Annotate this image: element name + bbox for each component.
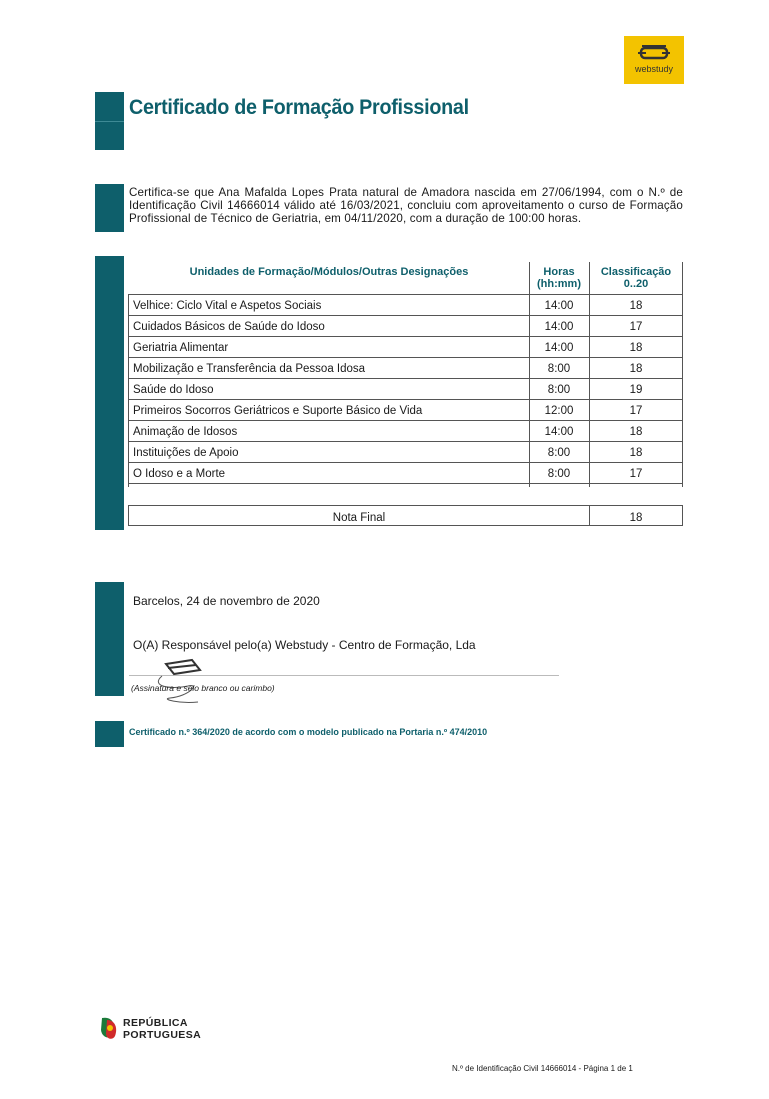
col-divider-right — [682, 262, 683, 487]
certificate-note: Certificado n.º 364/2020 de acordo com o modelo publicado na Portaria n.º 474/2010 — [129, 727, 488, 737]
row-divider — [128, 315, 683, 316]
module-grade: 18 — [629, 342, 643, 354]
module-hours: 14:00 — [544, 321, 574, 333]
module-hours: 12:00 — [544, 405, 574, 417]
module-name: Primeiros Socorros Geriátricos e Suporte Básico de Vida — [133, 405, 423, 417]
module-hours: 14:00 — [544, 300, 574, 312]
row-divider — [128, 483, 683, 484]
row-divider — [128, 336, 683, 337]
responsible-line: O(A) Responsável pelo(a) Webstudy - Centro de Formação, Lda — [133, 638, 476, 652]
module-hours: 14:00 — [544, 342, 574, 354]
module-hours: 8:00 — [547, 384, 571, 396]
webstudy-logo-text: webstudy — [634, 64, 674, 74]
module-grade: 18 — [629, 363, 643, 375]
table-accent-bar — [95, 256, 124, 530]
row-divider — [128, 378, 683, 379]
signature-accent-bar — [95, 582, 124, 696]
final-row-top — [128, 505, 683, 506]
republica-line1: REPÚBLICA — [123, 1017, 188, 1029]
module-hours: 8:00 — [547, 447, 571, 459]
row-divider — [128, 357, 683, 358]
webstudy-logo-icon — [624, 36, 684, 84]
row-divider — [128, 294, 683, 295]
row-divider — [128, 420, 683, 421]
final-row-bottom — [128, 525, 683, 526]
module-grade: 18 — [629, 300, 643, 312]
cert-accent-bar — [95, 721, 124, 747]
col-divider-left — [128, 295, 129, 487]
page-footer: N.º de Identificação Civil 14666014 - Página 1 de 1 — [452, 1064, 633, 1073]
module-grade: 17 — [629, 405, 643, 417]
module-name: Velhice: Ciclo Vital e Aspetos Sociais — [133, 300, 322, 312]
module-grade: 17 — [629, 468, 643, 480]
final-row-right — [682, 505, 683, 526]
republica-portuguesa-text — [123, 1017, 201, 1041]
module-name: Instituições de Apoio — [133, 447, 239, 459]
module-grade: 19 — [629, 384, 643, 396]
place-date: Barcelos, 24 de novembro de 2020 — [133, 594, 320, 608]
row-divider — [128, 441, 683, 442]
final-grade-label: Nota Final — [332, 512, 386, 524]
header-hours — [530, 266, 588, 290]
page-title: Certificado de Formação Profissional — [129, 96, 469, 119]
final-grade-value: 18 — [629, 512, 643, 524]
header-grade-line2: 0..20 — [623, 278, 649, 290]
module-hours: 8:00 — [547, 468, 571, 480]
title-accent-divider — [95, 121, 124, 122]
module-grade: 18 — [629, 426, 643, 438]
webstudy-logo — [624, 36, 684, 84]
module-name: O Idoso e a Morte — [133, 468, 226, 480]
intro-accent-bar — [95, 184, 124, 232]
header-units: Unidades de Formação/Módulos/Outras Designações — [189, 266, 469, 278]
row-divider — [128, 462, 683, 463]
header-hours-line2: (hh:mm) — [537, 278, 581, 290]
module-name: Mobilização e Transferência da Pessoa Idosa — [133, 363, 366, 375]
row-divider — [128, 399, 683, 400]
module-name: Saúde do Idoso — [133, 384, 214, 396]
module-hours: 14:00 — [544, 426, 574, 438]
republica-line2: PORTUGUESA — [123, 1029, 202, 1041]
module-grade: 17 — [629, 321, 643, 333]
module-grade: 18 — [629, 447, 643, 459]
module-name: Cuidados Básicos de Saúde do Idoso — [133, 321, 325, 333]
signature-note: (Assinatura e selo branco ou carimbo) — [131, 683, 275, 693]
module-name: Animação de Idosos — [133, 426, 238, 438]
module-hours: 8:00 — [547, 363, 571, 375]
header-grade — [590, 266, 682, 290]
module-name: Geriatria Alimentar — [133, 342, 229, 354]
republica-portuguesa-emblem-icon — [98, 1014, 120, 1042]
header-hours-line1: Horas — [543, 266, 575, 278]
certification-statement: Certifica-se que Ana Mafalda Lopes Prata natural de Amadora nascida em 27/06/1994, com o N.º de Identificação Civil 14666014 válido até 16/03/2021, concluiu com aproveitamento o curso de Formação Profissional de Técnico de Geriatria, em 04/11/2020, com a duração de 100:00 horas. — [129, 186, 683, 225]
header-grade-line1: Classificação — [600, 266, 672, 278]
